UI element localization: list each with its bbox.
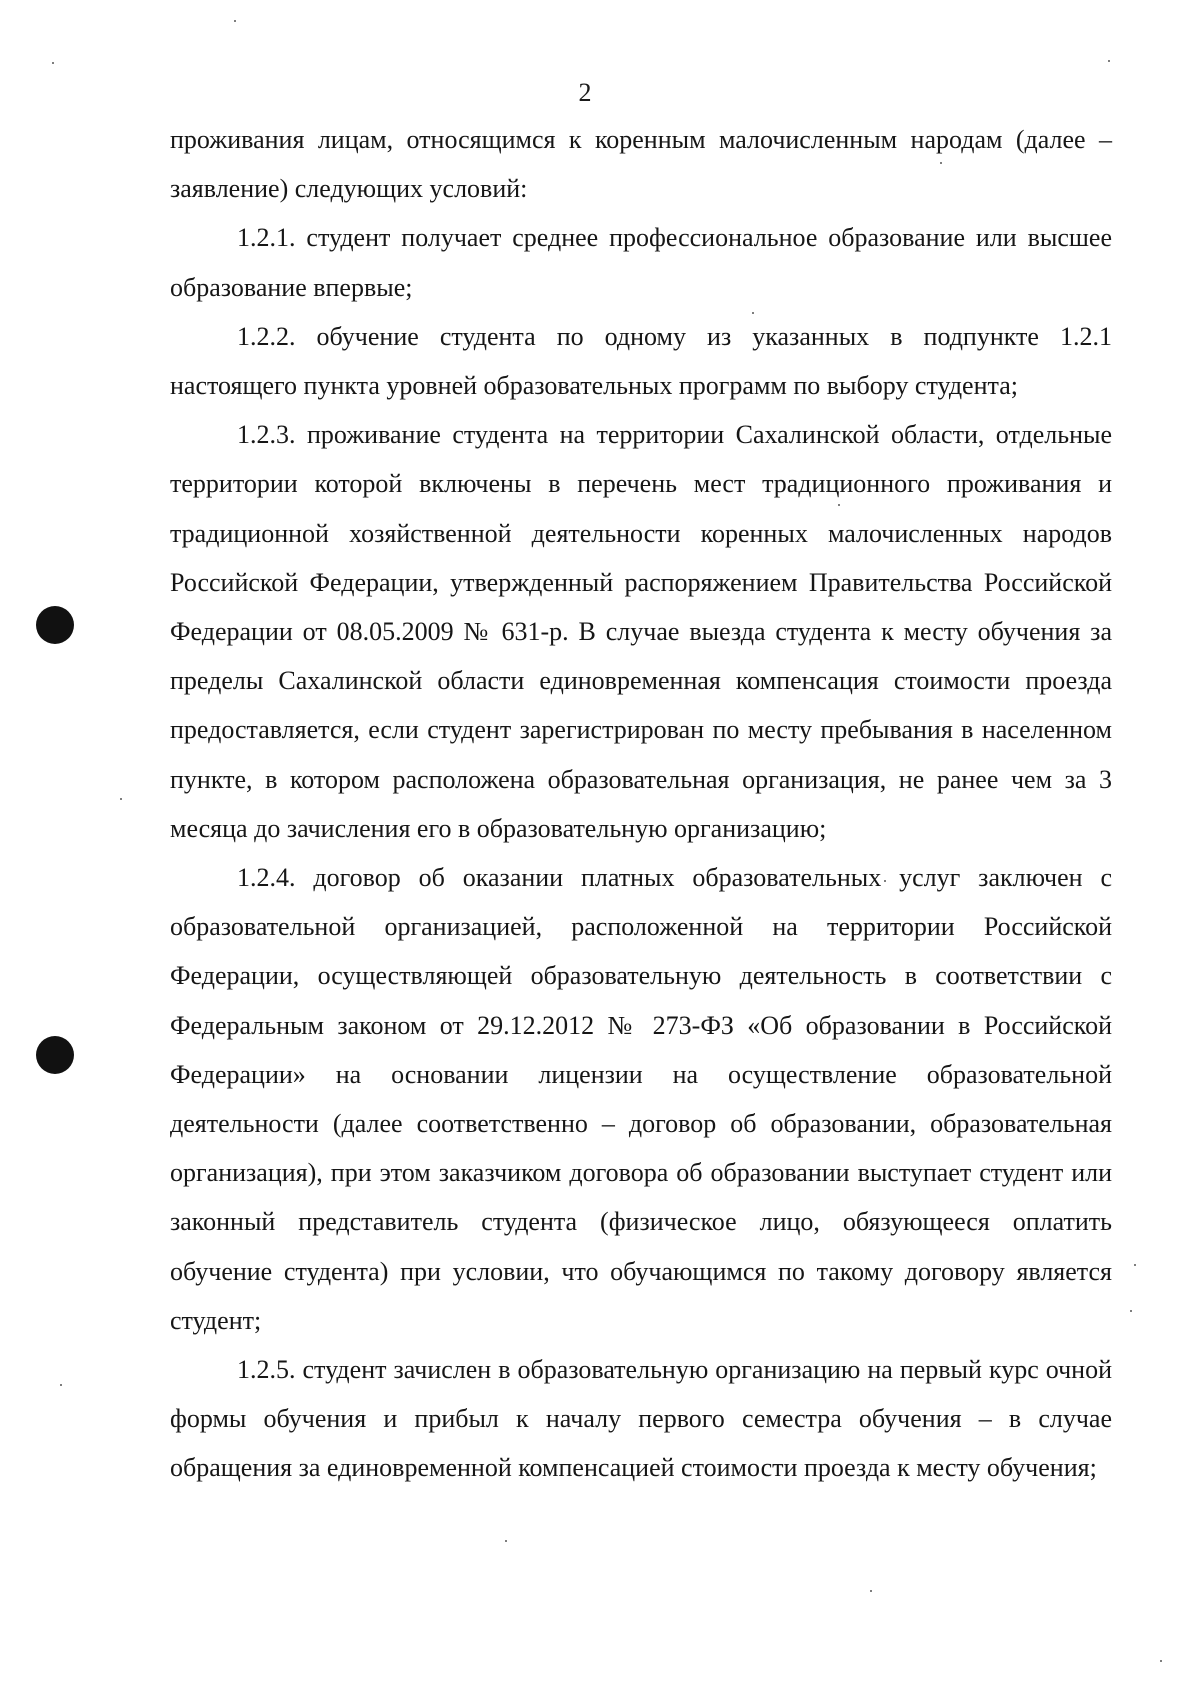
binder-hole-mark xyxy=(36,606,74,644)
paragraph-1-2-4: 1.2.4. договор об оказании платных образовательных услуг заключен с образовательной организацией, расположенной на территории Российской Федерации, осуществляющей образовательную деятельность в соответствии с Федеральным законом от 29.12.2012 № 273-ФЗ «Об образовании в Российской Федерации» на основании лицензии на осуществление образовательной деятельности (далее соответственно – договор об образовании, образовательная организация), при этом заказчиком договора об образовании выступает студент или законный представитель студента (физическое лицо, обязующееся оплатить обучение студента) при условии, что обучающимся по такому договору является студент; xyxy=(170,863,1112,1335)
document-body xyxy=(170,115,1112,1493)
scan-speck xyxy=(1160,1660,1162,1662)
paragraph-1-2-2: 1.2.2. обучение студента по одному из указанных в подпункте 1.2.1 настоящего пункта уровней образовательных программ по выбору студента; xyxy=(170,321,1112,401)
scan-speck xyxy=(234,20,236,22)
page-number: 2 xyxy=(578,78,592,107)
scan-speck xyxy=(1134,1264,1136,1266)
scan-speck xyxy=(52,62,54,64)
paragraph-1-2-3: 1.2.3. проживание студента на территории Сахалинской области, отдельные территории которой включены в перечень мест традиционного проживания и традиционной хозяйственной деятельности коренных малочисленных народов Российской Федерации, утвержденный распоряжением Правительства Российской Федерации от 08.05.2009 № 631-р. В случае выезда студента к месту обучения за пределы Сахалинской области единовременная компенсация стоимости проезда предоставляется, если студент зарегистрирован по месту пребывания в населенном пункте, в котором расположена образовательная организация, не ранее чем за 3 месяца до зачисления его в образовательную организацию; xyxy=(170,420,1112,843)
scan-speck xyxy=(120,798,122,800)
binder-hole-mark xyxy=(36,1036,74,1074)
scan-speck xyxy=(505,1540,507,1542)
paragraph-1-2-1: 1.2.1. студент получает среднее профессиональное образование или высшее образование впервые; xyxy=(170,223,1112,302)
scan-speck xyxy=(1108,60,1110,62)
scan-speck xyxy=(1130,1310,1132,1312)
paragraph-continuation: проживания лицам, относящимся к коренным малочисленным народам (далее – заявление) следующих условий: xyxy=(170,125,1112,204)
scan-speck xyxy=(60,1384,62,1386)
paragraph-1-2-5: 1.2.5. студент зачислен в образовательную организацию на первый курс очной формы обучения и прибыл к началу первого семестра обучения – в случае обращения за единовременной компенсацией стоимости проезда к месту обучения; xyxy=(170,1355,1112,1483)
scan-speck xyxy=(870,1590,872,1592)
